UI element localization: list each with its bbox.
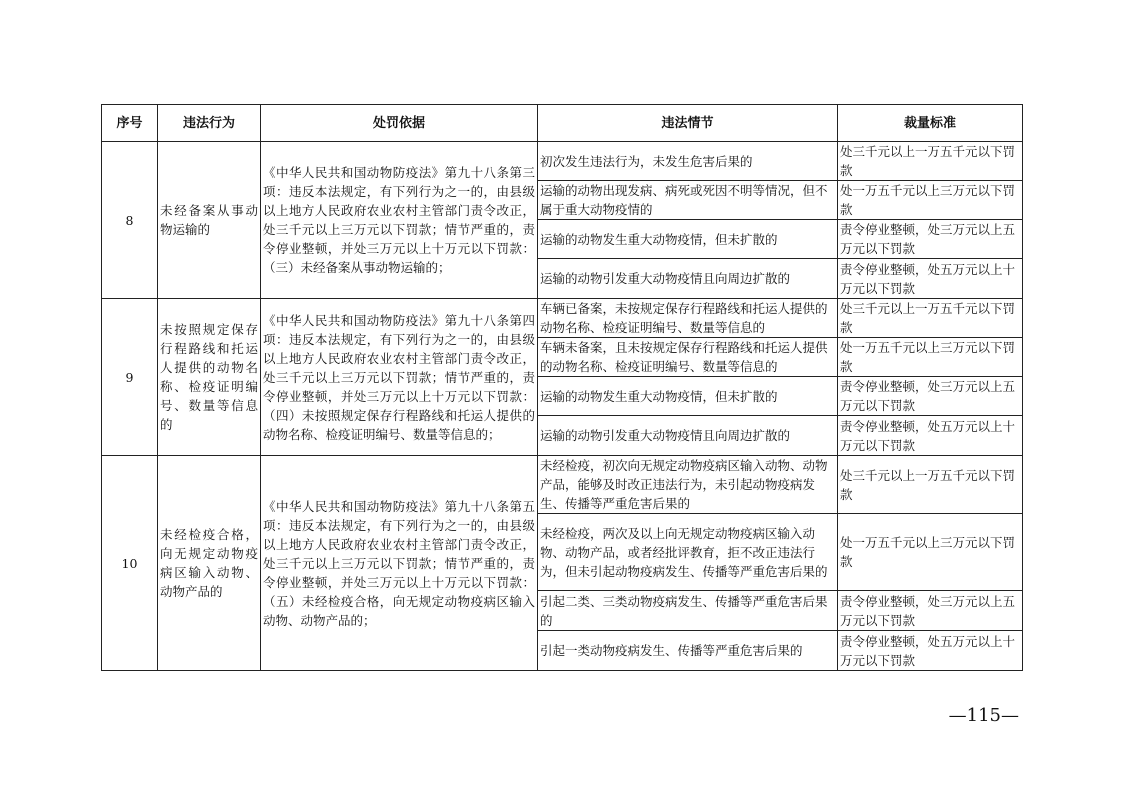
circumstance: 未经检疫，两次及以上向无规定动物疫病区输入动物、动物产品，或者经批评教育，拒不改正违法行为，但未引起动物疫病发生、传播等严重危害后果的 bbox=[538, 514, 838, 591]
penalty-basis: 《中华人民共和国动物防疫法》第九十八条第四项：违反本法规定，有下列行为之一的，由县级以上地方人民政府农业农村主管部门责令改正，处三千元以上三万元以下罚款；情节严重的，责令停业整顿，并处三万元以上十万元以下罚款：（四）未按照规定保存行程路线和托运人提供的动物名称、检疫证明编号、数量等信息的； bbox=[261, 299, 538, 456]
penalty-basis: 《中华人民共和国动物防疫法》第九十八条第三项：违反本法规定，有下列行为之一的，由县级以上地方人民政府农业农村主管部门责令改正，处三千元以上三万元以下罚款；情节严重的，责令停业整顿，并处三万元以上十万元以下罚款：（三）未经备案从事动物运输的； bbox=[261, 142, 538, 299]
circumstance: 运输的动物引发重大动物疫情且向周边扩散的 bbox=[538, 259, 838, 299]
standard: 责令停业整顿，处三万元以上五万元以下罚款 bbox=[838, 220, 1023, 259]
penalty-basis: 《中华人民共和国动物防疫法》第九十八条第五项：违反本法规定，有下列行为之一的，由县级以上地方人民政府农业农村主管部门责令改正，处三千元以上三万元以下罚款；情节严重的，责令停业整顿，并处三万元以上十万元以下罚款：（五）未经检疫合格，向无规定动物疫病区输入动物、动物产品的； bbox=[261, 456, 538, 671]
table-row bbox=[102, 142, 1023, 181]
standard: 责令停业整顿，处三万元以上五万元以下罚款 bbox=[838, 591, 1023, 631]
standard: 处一万五千元以上三万元以下罚款 bbox=[838, 514, 1023, 591]
row-number: 10 bbox=[102, 456, 158, 671]
standard: 责令停业整顿，处五万元以上十万元以下罚款 bbox=[838, 259, 1023, 299]
circumstance: 运输的动物发生重大动物疫情，但未扩散的 bbox=[538, 220, 838, 259]
row-number: 8 bbox=[102, 142, 158, 299]
table-row bbox=[102, 456, 1023, 514]
row-number: 9 bbox=[102, 299, 158, 456]
standard: 责令停业整顿，处五万元以上十万元以下罚款 bbox=[838, 631, 1023, 671]
header-standard: 裁量标准 bbox=[838, 105, 1023, 142]
standard: 责令停业整顿，处五万元以上十万元以下罚款 bbox=[838, 416, 1023, 456]
standard: 处三千元以上一万五千元以下罚款 bbox=[838, 299, 1023, 338]
standard: 处一万五千元以上三万元以下罚款 bbox=[838, 338, 1023, 377]
circumstance: 运输的动物引发重大动物疫情且向周边扩散的 bbox=[538, 416, 838, 456]
header-act: 违法行为 bbox=[158, 105, 261, 142]
circumstance: 初次发生违法行为，未发生危害后果的 bbox=[538, 142, 838, 181]
circumstance: 引起二类、三类动物疫病发生、传播等严重危害后果的 bbox=[538, 591, 838, 631]
header-basis: 处罚依据 bbox=[261, 105, 538, 142]
circumstance: 运输的动物出现发病、病死或死因不明等情况，但不属于重大动物疫情的 bbox=[538, 181, 838, 220]
page-number: —115— bbox=[948, 705, 1019, 726]
header-no: 序号 bbox=[102, 105, 158, 142]
standard: 责令停业整顿，处三万元以上五万元以下罚款 bbox=[838, 377, 1023, 416]
header-circumstance: 违法情节 bbox=[538, 105, 838, 142]
violation-act: 未经检疫合格，向无规定动物疫病区输入动物、动物产品的 bbox=[158, 456, 261, 671]
circumstance: 车辆已备案，未按规定保存行程路线和托运人提供的动物名称、检疫证明编号、数量等信息的 bbox=[538, 299, 838, 338]
violation-act: 未按照规定保存行程路线和托运人提供的动物名称、检疫证明编号、数量等信息的 bbox=[158, 299, 261, 456]
violation-act: 未经备案从事动物运输的 bbox=[158, 142, 261, 299]
circumstance: 运输的动物发生重大动物疫情，但未扩散的 bbox=[538, 377, 838, 416]
circumstance: 未经检疫，初次向无规定动物疫病区输入动物、动物产品，能够及时改正违法行为，未引起动物疫病发生、传播等严重危害后果的 bbox=[538, 456, 838, 514]
standard: 处三千元以上一万五千元以下罚款 bbox=[838, 142, 1023, 181]
header-row bbox=[102, 105, 1023, 142]
circumstance: 车辆未备案，且未按规定保存行程路线和托运人提供的动物名称、检疫证明编号、数量等信息的 bbox=[538, 338, 838, 377]
standard: 处一万五千元以上三万元以下罚款 bbox=[838, 181, 1023, 220]
table-row bbox=[102, 299, 1023, 338]
standard: 处三千元以上一万五千元以下罚款 bbox=[838, 456, 1023, 514]
penalty-table bbox=[101, 104, 1023, 671]
circumstance: 引起一类动物疫病发生、传播等严重危害后果的 bbox=[538, 631, 838, 671]
